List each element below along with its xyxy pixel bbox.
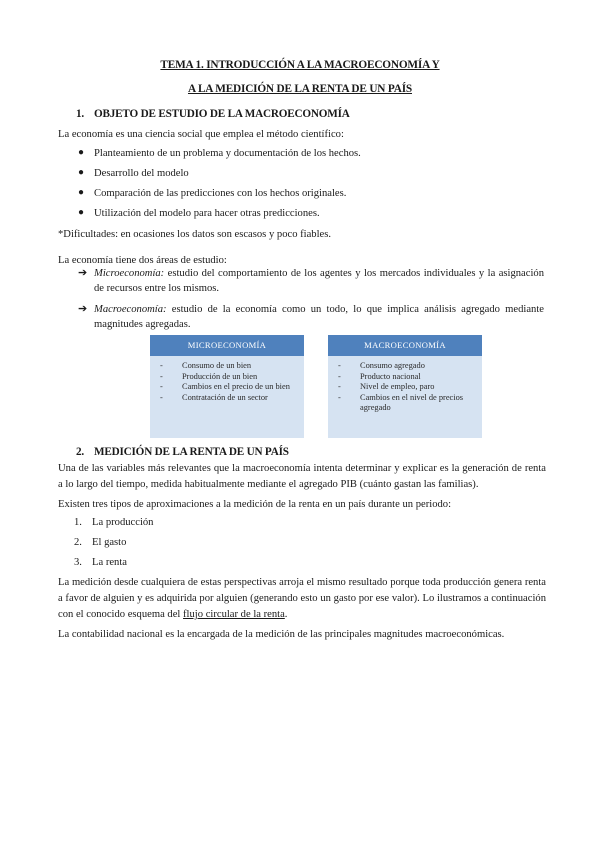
area-text: estudio de la economía como un todo, lo que implica análisis agregado mediante magnitudes agregadas. xyxy=(94,304,544,330)
list-number: 2. xyxy=(74,537,82,548)
section-2-heading: MEDICIÓN DE LA RENTA DE UN PAÍS xyxy=(94,446,289,458)
area-term: Microeconomía: xyxy=(94,268,165,279)
list-item-text: La renta xyxy=(92,557,127,568)
section-1-intro: La economía es una ciencia social que emplea el método científico: xyxy=(58,129,344,140)
box-body xyxy=(328,356,482,420)
bullet-icon: ● xyxy=(78,187,85,198)
arrow-icon: ➔ xyxy=(78,267,88,279)
section-2-paragraph-2: Existen tres tipos de aproximaciones a la medición de la renta en un país durante un periodo: xyxy=(58,499,452,510)
box-item: - Cambios en el precio de un bien xyxy=(160,382,290,391)
title-line-1: TEMA 1. INTRODUCCIÓN A LA MACROECONOMÍA Y xyxy=(160,59,440,71)
section-1-number: 1. xyxy=(76,108,84,120)
section-2-paragraph-1: Una de las variables más relevantes que la macroeconomía intenta determinar y explicar es la generación de renta a lo largo del tiempo, medida habitualmente mediante el agregado PIB (cuánto gastan las familias). xyxy=(58,463,546,490)
bullet-icon: ● xyxy=(78,147,85,158)
bullet-icon: ● xyxy=(78,207,85,218)
section-1-heading: OBJETO DE ESTUDIO DE LA MACROECONOMÍA xyxy=(94,108,350,120)
flujo-circular-link[interactable]: flujo circular de la renta xyxy=(183,609,285,620)
box-item: - Consumo de un bien xyxy=(160,361,252,370)
list-item-text: El gasto xyxy=(92,537,127,548)
box-item: - Consumo agregado xyxy=(338,361,425,370)
section-2-paragraph-3: La medición desde cualquiera de estas perspectivas arroja el mismo resultado porque toda producción genera renta a favor de alguien y es adquirida por alguien (generando esto un gasto por ese valor). Lo ilustramos a continuación con el conocido esquema del flujo circular de la renta. xyxy=(58,577,546,620)
section-2-paragraph-4: La contabilidad nacional es la encargada de la medición de las principales magnitudes macroeconómicas. xyxy=(58,629,505,640)
area-microeconomia xyxy=(78,266,544,296)
list-number: 3. xyxy=(74,557,82,568)
area-macroeconomia xyxy=(78,302,544,332)
difficulties-note: *Dificultades: en ocasiones los datos son escasos y poco fiables. xyxy=(58,229,332,240)
box-item: - Nivel de empleo, paro xyxy=(338,382,435,391)
box-title: MICROECONOMÍA xyxy=(150,335,304,356)
box-item: - Contratación de un sector xyxy=(160,392,268,402)
list-item-text: Utilización del modelo para hacer otras predicciones. xyxy=(94,208,320,219)
areas-intro: La economía tiene dos áreas de estudio: xyxy=(58,255,227,266)
box-item: - Producto nacional xyxy=(338,371,421,381)
list-item-text: Comparación de las predicciones con los hechos originales. xyxy=(94,188,347,199)
area-text: estudio del comportamiento de los agentes y los mercados individuales y la asignación de recursos entre los mismos. xyxy=(94,268,544,294)
bullet-icon: ● xyxy=(78,167,85,178)
section-2-number: 2. xyxy=(76,446,84,458)
list-item-text: Desarrollo del modelo xyxy=(94,168,189,179)
box-item: - Producción de un bien xyxy=(160,371,258,381)
box-title: MACROECONOMÍA xyxy=(328,335,482,356)
microeconomia-box xyxy=(150,335,304,438)
title-line-2: A LA MEDICIÓN DE LA RENTA DE UN PAÍS xyxy=(187,83,412,95)
box-body xyxy=(150,356,304,409)
list-number: 1. xyxy=(74,517,82,528)
list-item-text: Planteamiento de un problema y documentación de los hechos. xyxy=(94,148,361,159)
macroeconomia-box xyxy=(328,335,482,438)
arrow-icon: ➔ xyxy=(78,303,88,315)
list-item-text: La producción xyxy=(92,517,154,528)
area-term: Macroeconomía: xyxy=(94,304,167,315)
box-item: - Cambios en el nivel de precios agregado xyxy=(338,392,464,412)
